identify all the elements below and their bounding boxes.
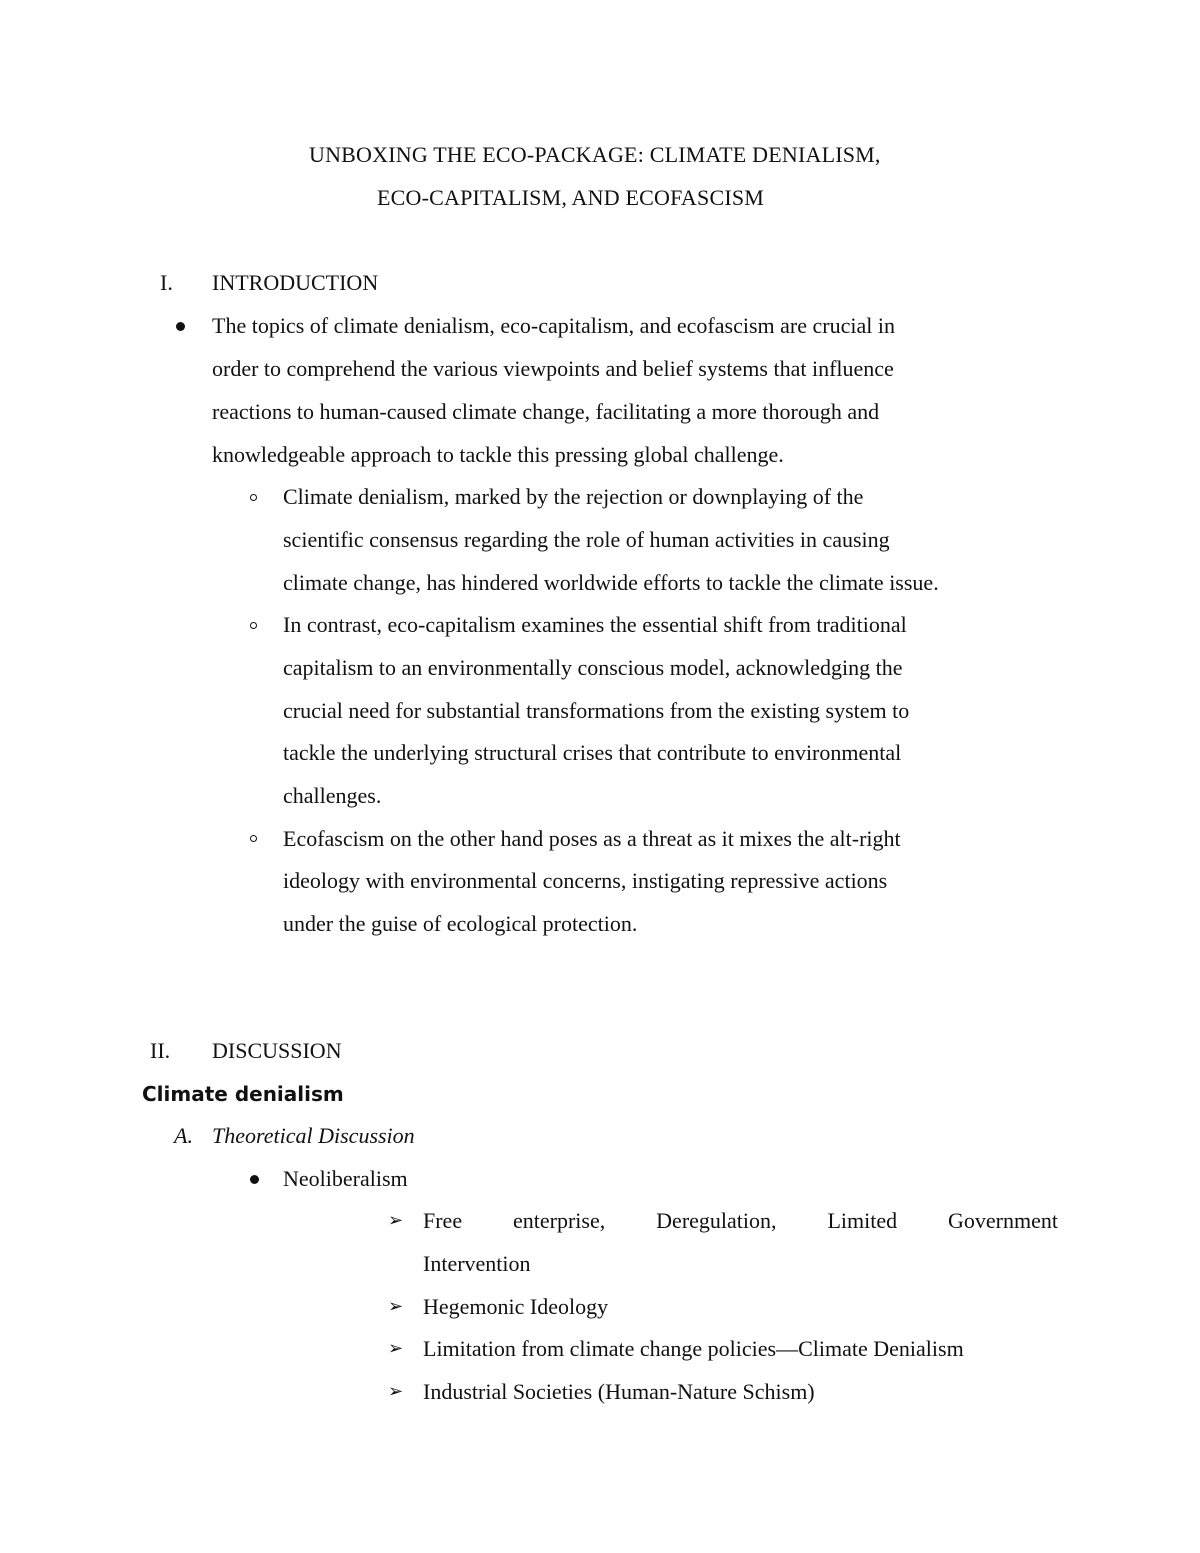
arrow-item-1-word: enterprise, <box>513 1208 606 1233</box>
arrow-item-4: Industrial Societies (Human-Nature Schism) <box>423 1379 815 1404</box>
item-letter: A. <box>174 1123 193 1148</box>
arrow-bullet-icon: ➢ <box>388 1338 404 1359</box>
sub-bullet-2-line-3: crucial need for substantial transformations from the existing system to <box>283 698 910 723</box>
sub-bullet-3-line-1: Ecofascism on the other hand poses as a threat as it mixes the alt-right <box>283 826 901 851</box>
bullet-circle-icon <box>250 835 257 842</box>
bullet-dot-icon <box>176 322 185 331</box>
sub-bullet-3-line-3: under the guise of ecological protection. <box>283 911 638 936</box>
bullet-dot-icon <box>250 1175 259 1184</box>
subheading-climate-denialism: Climate denialism <box>142 1082 344 1106</box>
document-title-line-1: UNBOXING THE ECO-PACKAGE: CLIMATE DENIALISM, <box>309 142 881 167</box>
sub-bullet-2-line-1: In contrast, eco-capitalism examines the essential shift from traditional <box>283 612 907 637</box>
sub-bullet-1-line-3: climate change, has hindered worldwide efforts to tackle the climate issue. <box>283 570 939 595</box>
arrow-item-3: Limitation from climate change policies—Climate Denialism <box>423 1336 964 1361</box>
sub-bullet-3-line-2: ideology with environmental concerns, instigating repressive actions <box>283 868 888 893</box>
arrow-item-2: Hegemonic Ideology <box>423 1294 609 1319</box>
arrow-item-1-word: Government <box>948 1208 1058 1233</box>
sub-bullet-2-line-2: capitalism to an environmentally conscious model, acknowledging the <box>283 655 903 680</box>
intro-paragraph-line-2: order to comprehend the various viewpoints and belief systems that influence <box>212 356 894 381</box>
arrow-item-1-line-1 <box>423 1206 1058 1236</box>
section-2-heading: DISCUSSION <box>212 1038 342 1063</box>
arrow-bullet-icon: ➢ <box>388 1210 404 1231</box>
section-1-heading: INTRODUCTION <box>212 270 379 295</box>
item-title: Theoretical Discussion <box>212 1123 415 1148</box>
arrow-bullet-icon: ➢ <box>388 1296 404 1317</box>
bullet-circle-icon <box>250 622 257 629</box>
arrow-item-1-word: Deregulation, <box>656 1208 777 1233</box>
document-title-line-2: ECO-CAPITALISM, AND ECOFASCISM <box>377 185 765 210</box>
arrow-item-1-word: Free <box>423 1208 463 1233</box>
bullet-neoliberalism: Neoliberalism <box>283 1166 408 1191</box>
intro-paragraph-line-4: knowledgeable approach to tackle this pressing global challenge. <box>212 442 784 467</box>
bullet-circle-icon <box>250 494 257 501</box>
sub-bullet-2-line-4: tackle the underlying structural crises that contribute to environmental <box>283 740 902 765</box>
section-1-numeral: I. <box>160 270 173 295</box>
sub-bullet-1-line-1: Climate denialism, marked by the rejection or downplaying of the <box>283 484 864 509</box>
intro-paragraph-line-1: The topics of climate denialism, eco-capitalism, and ecofascism are crucial in <box>212 313 895 338</box>
section-2-numeral: II. <box>150 1038 171 1063</box>
arrow-item-1-word: Limited <box>827 1208 898 1233</box>
arrow-bullet-icon: ➢ <box>388 1381 404 1402</box>
sub-bullet-1-line-2: scientific consensus regarding the role of human activities in causing <box>283 527 890 552</box>
sub-bullet-2-line-5: challenges. <box>283 783 382 808</box>
arrow-item-1-line-2: Intervention <box>423 1251 531 1276</box>
intro-paragraph-line-3: reactions to human-caused climate change, facilitating a more thorough and <box>212 399 880 424</box>
